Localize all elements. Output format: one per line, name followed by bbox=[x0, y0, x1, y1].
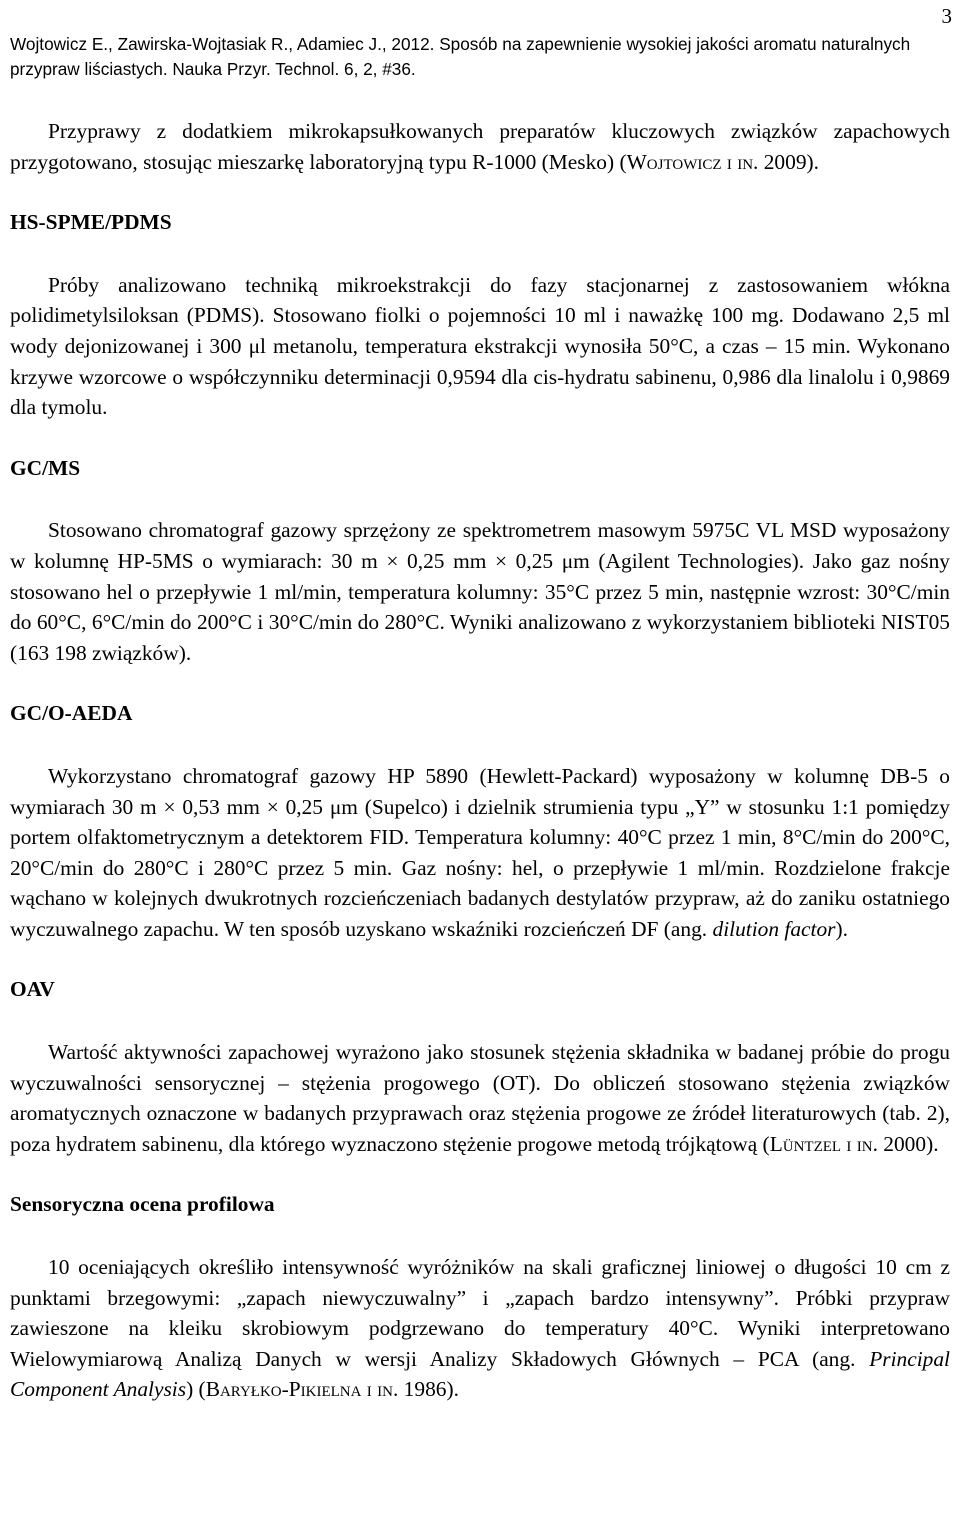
sensory-citation-tail: 1986). bbox=[398, 1377, 459, 1402]
sensory-italic-term: Principal Component Analysis bbox=[10, 1346, 950, 1402]
gco-text: Wykorzystano chromatograf gazowy HP 5890 (Hewlett-Packard) wyposażony w kolumnę DB-5 o wymiarach 30 m × 0,53 mm × 0,25 μm (Supelco) i dzielnik strumienia typu „Y” w stosunku 1:1 pomiędzy portem olfaktometrycznym a detektorem FID. Temperatura kolumny: 40°C przez 1 min, 8°C/min do 200°C, 20°C/min do 280°C i 280°C przez 5 min. Gaz nośny: hel, o przepływie 1 ml/min. Rozdzielone frakcje wąchano w kolejnych dwukrotnych rozcieńczeniach badanych destylatów przypraw, aż do zaniku ostatniego wyczuwalnego zapachu. W ten sposób uzyskano wskaźniki rozcieńczeń DF (ang. bbox=[10, 763, 950, 941]
intro-paragraph bbox=[10, 116, 950, 177]
oav-paragraph bbox=[10, 1037, 950, 1159]
sensory-citation-author: Baryłko-Pikielna i in. bbox=[205, 1377, 399, 1402]
section-heading-gcms: GC/MS bbox=[10, 455, 81, 480]
oav-citation-author: Lüntzel i in. bbox=[769, 1131, 878, 1156]
sensory-text: 10 oceniających określiło intensywność wyróżników na skali graficznej liniowej o długości 10 cm z punktami brzegowymi: „zapach niewyczuwalny” i „zapach bardzo intensywny”. Próbki przypraw zawieszone na kleiku skrobiowym podgrzewano do temperatury 40°C. Wyniki interpretowano Wielowymiarową Analizą Danych w wersji Analizy Składowych Głównych – PCA (ang. bbox=[10, 1255, 950, 1371]
gco-italic-term: dilution factor bbox=[712, 916, 836, 941]
citation-header: Wojtowicz E., Zawirska-Wojtasiak R., Adamiec J., 2012. Sposób na zapewnienie wysokiej jakości aromatu naturalnych przypraw liściastych. Nauka Przyr. Technol. 6, 2, #36. bbox=[10, 34, 911, 79]
section-heading-oav: OAV bbox=[10, 977, 55, 1002]
intro-citation-tail: 2009). bbox=[758, 149, 819, 174]
hs-spme-paragraph: Próby analizowano techniką mikroekstrakcji do fazy stacjonarnej z zastosowaniem włókna polidimetylsiloksan (PDMS). Stosowano fiolki o pojemności 10 ml i naważkę 100 mg. Dodawano 2,5 ml wody dejonizowanej i 300 μl metanolu, temperatura ekstrakcji wynosiła 50°C, a czas – 15 min. Wykonano krzywe wzorcowe o współczynniku determinacji 0,9594 dla cis-hydratu sabinenu, 0,986 dla linalolu i 0,9869 dla tymolu. bbox=[10, 272, 950, 420]
gcms-paragraph: Stosowano chromatograf gazowy sprzężony ze spektrometrem masowym 5975C VL MSD wyposażony w kolumnę HP-5MS o wymiarach: 30 m × 0,25 mm × 0,25 μm (Agilent Technologies). Jako gaz nośny stosowano hel o przepływie 1 ml/min, temperatura kolumny: 35°C przez 5 min, następnie wzrost: 30°C/min do 60°C, 6°C/min do 200°C i 30°C/min do 280°C. Wyniki analizowano z wykorzystaniem biblioteki NIST05 (163 198 związków). bbox=[10, 518, 950, 665]
intro-text: Przyprawy z dodatkiem mikrokapsułkowanych preparatów kluczowych związków zapachowych przygotowano, stosując mieszarkę laboratoryjną typu R-1000 (Mesko) ( bbox=[10, 119, 950, 174]
section-heading-hs-spme: HS-SPME/PDMS bbox=[10, 210, 172, 235]
sensory-paragraph bbox=[10, 1252, 950, 1405]
intro-citation-author: Wojtowicz i in. bbox=[626, 149, 759, 174]
sensory-mid: ) ( bbox=[186, 1377, 206, 1402]
gco-tail: ). bbox=[835, 916, 848, 941]
article-body bbox=[10, 116, 950, 1405]
oav-citation-tail: 2000). bbox=[877, 1131, 939, 1156]
gco-aeda-paragraph bbox=[10, 761, 950, 945]
page-number: 3 bbox=[941, 4, 952, 28]
oav-text: Wartość aktywności zapachowej wyrażono jako stosunek stężenia składnika w badanej próbie do progu wyczuwalności sensorycznej – stężenia progowego (OT). Do obliczeń stosowano stężenia związków aromatycznych oznaczone w badanych przyprawach oraz stężenia progowe ze źródeł literaturowych (tab. 2), poza hydratem sabinenu, dla którego wyznaczono stężenie progowe metodą trójkątową ( bbox=[10, 1040, 950, 1156]
section-heading-sensory: Sensoryczna ocena profilowa bbox=[10, 1192, 275, 1217]
section-heading-gco-aeda: GC/O-AEDA bbox=[10, 701, 133, 726]
